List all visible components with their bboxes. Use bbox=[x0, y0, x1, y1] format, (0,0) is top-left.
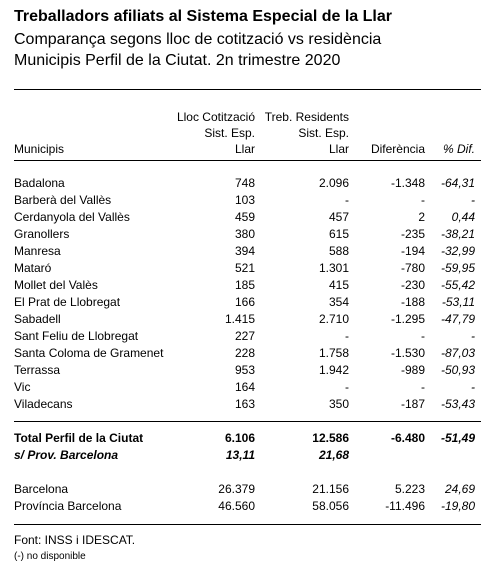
extra-dif: -11.496 bbox=[385, 499, 425, 513]
header-cot-line2: Sist. Esp. bbox=[204, 126, 255, 140]
pct-dif: -53,43 bbox=[440, 397, 475, 411]
header-cot-line3: Llar bbox=[234, 142, 255, 156]
municipi-name: Vic bbox=[14, 380, 31, 394]
lloc-cotitzacio: 103 bbox=[234, 193, 255, 207]
diferencia: -194 bbox=[400, 244, 425, 258]
header-res-line2: Sist. Esp. bbox=[298, 126, 349, 140]
total-row bbox=[14, 430, 481, 447]
top-rule bbox=[14, 89, 481, 90]
prov-share-row bbox=[14, 447, 481, 464]
municipi-name: El Prat de Llobregat bbox=[14, 295, 121, 309]
header-cot-line1: Lloc Cotització bbox=[176, 110, 255, 124]
header-diferencia: Diferència bbox=[370, 142, 425, 156]
extra-row-barcelona bbox=[14, 481, 481, 498]
extra-res: 58.056 bbox=[312, 499, 349, 513]
treb-residents: 354 bbox=[328, 295, 349, 309]
municipi-name: Manresa bbox=[14, 244, 61, 258]
treb-residents: 615 bbox=[328, 227, 349, 241]
treb-residents: 1.301 bbox=[318, 261, 349, 275]
bottom-rule bbox=[14, 524, 481, 525]
lloc-cotitzacio: 953 bbox=[234, 363, 255, 377]
total-rule bbox=[14, 421, 481, 422]
municipi-name: Terrassa bbox=[14, 363, 61, 377]
extra-row-provincia bbox=[14, 498, 481, 515]
treb-residents: - bbox=[345, 193, 349, 207]
diferencia: -1.295 bbox=[390, 312, 425, 326]
lloc-cotitzacio: 1.415 bbox=[224, 312, 255, 326]
diferencia: -230 bbox=[400, 278, 425, 292]
lloc-cotitzacio: 459 bbox=[234, 210, 255, 224]
municipi-name: Cerdanyola del Vallès bbox=[14, 210, 130, 224]
prov-share-cot: 13,11 bbox=[225, 448, 255, 462]
treb-residents: - bbox=[345, 380, 349, 394]
table-row bbox=[14, 192, 481, 209]
treb-residents: 588 bbox=[328, 244, 349, 258]
municipi-name: Barberà del Vallès bbox=[14, 193, 112, 207]
pct-dif: -64,31 bbox=[440, 176, 475, 190]
table-row bbox=[14, 311, 481, 328]
total-pct: -51,49 bbox=[440, 431, 475, 445]
municipi-name: Viladecans bbox=[14, 397, 73, 411]
diferencia: -187 bbox=[400, 397, 425, 411]
table-row bbox=[14, 328, 481, 345]
total-label: Total Perfil de la Ciutat bbox=[14, 431, 144, 445]
diferencia: -780 bbox=[400, 261, 425, 275]
diferencia: -235 bbox=[400, 227, 425, 241]
diferencia: -989 bbox=[400, 363, 425, 377]
lloc-cotitzacio: 185 bbox=[234, 278, 255, 292]
extra-cot: 26.379 bbox=[218, 482, 255, 496]
extra-label: Barcelona bbox=[14, 482, 69, 496]
treb-residents: 1.942 bbox=[318, 363, 349, 377]
pct-dif: - bbox=[471, 380, 475, 394]
header-res-line1: Treb. Residents bbox=[264, 110, 349, 124]
lloc-cotitzacio: 394 bbox=[234, 244, 255, 258]
treb-residents: - bbox=[345, 329, 349, 343]
lloc-cotitzacio: 228 bbox=[234, 346, 255, 360]
extra-pct: 24,69 bbox=[444, 482, 475, 496]
pct-dif: -47,79 bbox=[440, 312, 475, 326]
extra-dif: 5.223 bbox=[394, 482, 425, 496]
extra-res: 21.156 bbox=[312, 482, 349, 496]
treb-residents: 2.096 bbox=[318, 176, 349, 190]
municipi-name: Mollet del Valès bbox=[14, 278, 98, 292]
header-rule bbox=[14, 160, 481, 161]
treb-residents: 350 bbox=[328, 397, 349, 411]
table-row bbox=[14, 260, 481, 277]
table-row bbox=[14, 396, 481, 413]
pct-dif: -32,99 bbox=[440, 244, 475, 258]
diferencia: -1.348 bbox=[390, 176, 425, 190]
prov-share-res: 21,68 bbox=[318, 448, 349, 462]
lloc-cotitzacio: 748 bbox=[234, 176, 255, 190]
diferencia: - bbox=[421, 329, 425, 343]
treb-residents: 1.758 bbox=[318, 346, 349, 360]
diferencia: -1.530 bbox=[390, 346, 425, 360]
header-res-line3: Llar bbox=[328, 142, 349, 156]
municipi-name: Badalona bbox=[14, 176, 65, 190]
table-row bbox=[14, 345, 481, 362]
diferencia: - bbox=[421, 380, 425, 394]
header-municipis: Municipis bbox=[14, 142, 65, 156]
pct-dif: -87,03 bbox=[440, 346, 475, 360]
table-row bbox=[14, 379, 481, 396]
municipi-name: Sabadell bbox=[14, 312, 61, 326]
lloc-cotitzacio: 227 bbox=[234, 329, 255, 343]
pct-dif: -50,93 bbox=[440, 363, 475, 377]
diferencia: - bbox=[421, 193, 425, 207]
pct-dif: - bbox=[471, 193, 475, 207]
table-row bbox=[14, 226, 481, 243]
treb-residents: 457 bbox=[328, 210, 349, 224]
table-row bbox=[14, 209, 481, 226]
prov-share-label: s/ Prov. Barcelona bbox=[14, 448, 119, 462]
report-period: Municipis Perfil de la Ciutat. 2n trimestre 2020 bbox=[14, 52, 341, 69]
municipi-name: Santa Coloma de Gramenet bbox=[14, 346, 164, 360]
source-note: Font: INSS i IDESCAT. bbox=[14, 533, 136, 547]
lloc-cotitzacio: 163 bbox=[234, 397, 255, 411]
treb-residents: 2.710 bbox=[318, 312, 349, 326]
municipi-name: Mataró bbox=[14, 261, 52, 275]
table-row bbox=[14, 362, 481, 379]
table-row bbox=[14, 294, 481, 311]
pct-dif: -59,95 bbox=[440, 261, 475, 275]
total-cot: 6.106 bbox=[224, 431, 255, 445]
extra-pct: -19,80 bbox=[440, 499, 475, 513]
treb-residents: 415 bbox=[328, 278, 349, 292]
diferencia: -188 bbox=[400, 295, 425, 309]
header-pct-dif: % Dif. bbox=[442, 142, 475, 156]
lloc-cotitzacio: 164 bbox=[234, 380, 255, 394]
report-subtitle: Comparança segons lloc de cotització vs residència bbox=[14, 31, 382, 48]
lloc-cotitzacio: 521 bbox=[234, 261, 255, 275]
extra-cot: 46.560 bbox=[218, 499, 255, 513]
total-dif: -6.480 bbox=[390, 431, 425, 445]
pct-dif: 0,44 bbox=[451, 210, 475, 224]
total-res: 12.586 bbox=[312, 431, 349, 445]
pct-dif: -38,21 bbox=[440, 227, 475, 241]
table-row bbox=[14, 175, 481, 192]
pct-dif: - bbox=[471, 329, 475, 343]
extra-label: Província Barcelona bbox=[14, 499, 122, 513]
municipi-name: Granollers bbox=[14, 227, 70, 241]
table-row bbox=[14, 277, 481, 294]
lloc-cotitzacio: 380 bbox=[234, 227, 255, 241]
legend-note: (-) no disponible bbox=[14, 551, 86, 562]
report-title: Treballadors afiliats al Sistema Especial de la Llar bbox=[14, 8, 392, 25]
table-header bbox=[14, 110, 481, 158]
pct-dif: -53,11 bbox=[441, 295, 475, 309]
table-row bbox=[14, 243, 481, 260]
municipi-name: Sant Feliu de Llobregat bbox=[14, 329, 139, 343]
lloc-cotitzacio: 166 bbox=[234, 295, 255, 309]
diferencia: 2 bbox=[418, 210, 425, 224]
pct-dif: -55,42 bbox=[440, 278, 475, 292]
